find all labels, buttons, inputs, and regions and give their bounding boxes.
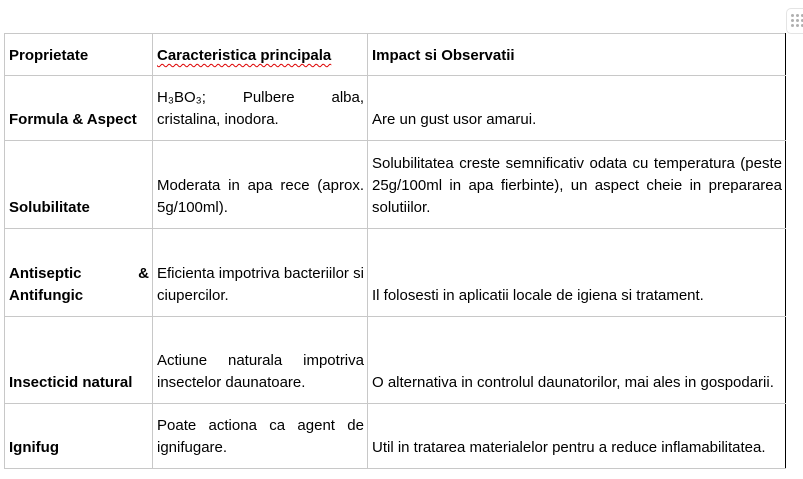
properties-table [4, 33, 786, 469]
table-row [5, 76, 786, 141]
cell-characteristic: Poate actiona ca agent de ignifugare. [153, 404, 368, 469]
cell-property: Antiseptic & Antifungic [5, 229, 153, 317]
cell-property: Formula & Aspect [5, 76, 153, 141]
table-header-row [5, 34, 786, 76]
header-property: Proprietate [5, 34, 153, 76]
cell-property: Ignifug [5, 404, 153, 469]
cell-impact: Are un gust usor amarui. [368, 76, 786, 141]
cell-characteristic: Actiune naturala impotriva insectelor daunatoare. [153, 317, 368, 404]
table-row [5, 141, 786, 229]
drag-handle-icon[interactable] [786, 8, 803, 34]
cell-impact: O alternativa in controlul daunatorilor, mai ales in gospodarii. [368, 317, 786, 404]
cell-impact: Solubilitatea creste semnificativ odata cu temperatura (peste 25g/100ml in apa fierbinte), un aspect cheie in prepararea solutiilor. [368, 141, 786, 229]
cell-characteristic: Eficienta impotriva bacteriilor si ciupercilor. [153, 229, 368, 317]
table-row [5, 404, 786, 469]
cell-property: Insecticid natural [5, 317, 153, 404]
header-characteristic: Caracteristica principala [153, 34, 368, 76]
table-row [5, 229, 786, 317]
cell-property: Solubilitate [5, 141, 153, 229]
cell-impact: Util in tratarea materialelor pentru a reduce inflamabilitatea. [368, 404, 786, 469]
cell-characteristic: Moderata in apa rece (aprox. 5g/100ml). [153, 141, 368, 229]
cell-impact: Il folosesti in aplicatii locale de igiena si tratament. [368, 229, 786, 317]
header-impact: Impact si Observatii [368, 34, 786, 76]
table-row [5, 317, 786, 404]
cell-characteristic: H₃BO₃; Pulbere alba, cristalina, inodora. [153, 76, 368, 141]
